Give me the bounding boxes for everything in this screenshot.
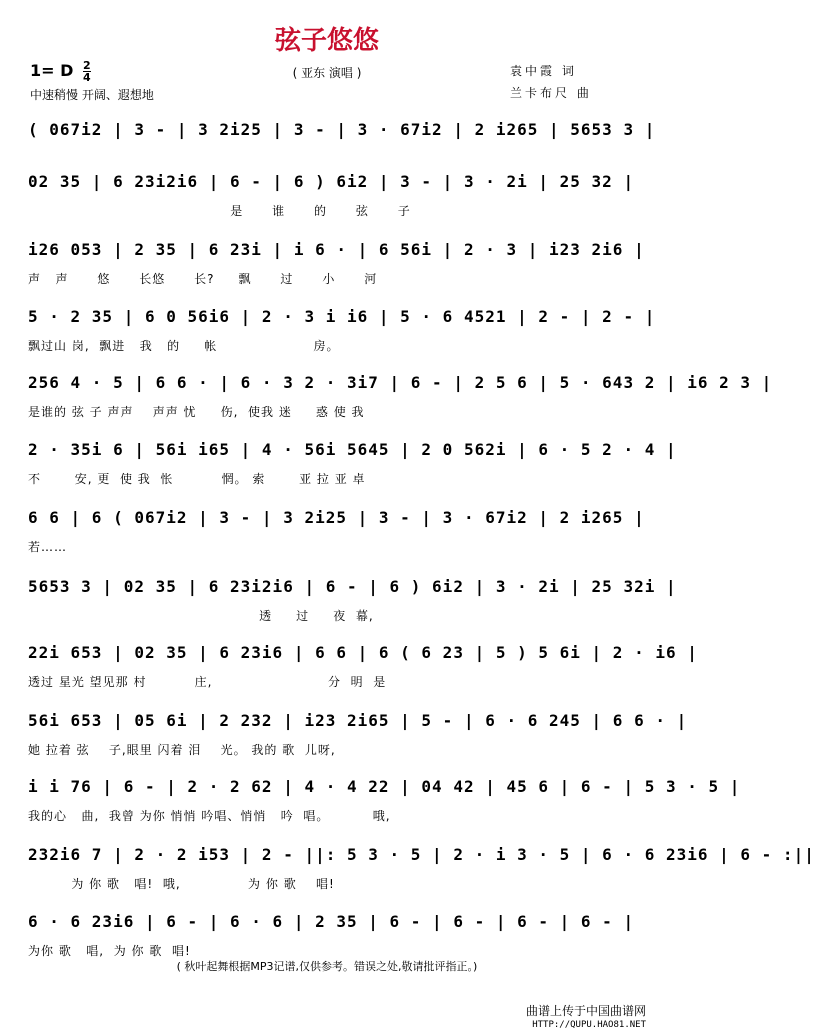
lyricist-credit: 袁中霞 词 <box>510 64 577 78</box>
lyric-line: 为你 歌 唱, 为 你 歌 唱! <box>28 944 191 958</box>
notation-line: 5653 3 | 02 35 | 6 23i2i6 | 6 - | 6 ) 6i2 | 3 · 2i | 25 32i | <box>28 577 677 596</box>
lyric-line: 透过 星光 望见那 村 庄, 分 明 是 <box>28 675 387 689</box>
lyric-line: 她 拉着 弦 子,眼里 闪着 泪 光。 我的 歌 儿呀, <box>28 743 336 757</box>
lyric-line: 飘过山 岗, 飘进 我 的 帐 房。 <box>28 339 340 353</box>
lyric-line: 若…… <box>28 540 68 554</box>
composer-credit: 兰卡布尺 曲 <box>510 86 592 100</box>
notation-line: 2 · 35i 6 | 56i i65 | 4 · 56i 5645 | 2 0 562i | 6 · 5 2 · 4 | <box>28 440 677 459</box>
lyric-line: 是谁的 弦 子 声声 声声 忧 伤, 使我 迷 惑 使 我 <box>28 405 365 419</box>
notation-line: 5 · 2 35 | 6 0 56i6 | 2 · 3 i i6 | 5 · 6 4521 | 2 - | 2 - | <box>28 307 656 326</box>
lyric-line: 为 你 歌 唱! 哦, 为 你 歌 唱! <box>28 877 335 891</box>
site-watermark <box>526 1004 646 1032</box>
singer-credit: ( 亚东 演唱 ) <box>292 66 362 80</box>
notation-line: 232i6 7 | 2 · 2 i53 | 2 - ||: 5 3 · 5 | 2 · i 3 · 5 | 6 · 6 23i6 | 6 - :|| <box>28 845 815 864</box>
notation-line: 6 6 | 6 ( 067i2 | 3 - | 3 2i25 | 3 - | 3 · 67i2 | 2 i265 | <box>28 508 645 527</box>
notation-line: 02 35 | 6 23i2i6 | 6 - | 6 ) 6i2 | 3 - | 3 · 2i | 25 32 | <box>28 172 635 191</box>
lyric-line: 不 安, 更 使 我 怅 惘。 索 亚 拉 亚 卓 <box>28 472 366 486</box>
notation-line: 6 · 6 23i6 | 6 - | 6 · 6 | 2 35 | 6 - | 6 - | 6 - | 6 - | <box>28 912 635 931</box>
notation-line: 56i 653 | 05 6i | 2 232 | i23 2i65 | 5 - | 6 · 6 245 | 6 6 · | <box>28 711 688 730</box>
key-label: 1= D <box>30 61 74 80</box>
tempo-marking: 中速稍慢 开阔、遐想地 <box>30 88 154 102</box>
notation-line: i i 76 | 6 - | 2 · 2 62 | 4 · 4 22 | 04 42 | 45 6 | 6 - | 5 3 · 5 | <box>28 777 741 796</box>
watermark-url: HTTP://QUPU.HAO81.NET <box>532 1020 646 1030</box>
lyric-line: 透 过 夜 幕, <box>28 609 374 623</box>
footnote: ( 秋叶起舞根据MP3记谱,仅供参考。错误之处,敬请批评指正。) <box>176 960 478 973</box>
score-title: 弦子悠悠 <box>274 26 379 56</box>
notation-line: 256 4 · 5 | 6 6 · | 6 · 3 2 · 3i7 | 6 - | 2 5 6 | 5 · 643 2 | i6 2 3 | <box>28 373 773 392</box>
notation-line: ( 067i2 | 3 - | 3 2i25 | 3 - | 3 · 67i2 | 2 i265 | 5653 3 | <box>28 120 656 139</box>
time-top: 2 <box>82 59 91 72</box>
watermark-text: 曲谱上传于中国曲谱网 <box>525 1004 646 1018</box>
lyric-line: 声 声 悠 长悠 长? 飘 过 小 河 <box>28 272 378 286</box>
notation-line: i26 053 | 2 35 | 6 23i | i 6 · | 6 56i | 2 · 3 | i23 2i6 | <box>28 240 645 259</box>
lyric-line: 我的心 曲, 我曾 为你 悄悄 吟唱、悄悄 吟 唱。 哦, <box>28 809 391 823</box>
time-bottom: 4 <box>82 71 91 84</box>
notation-line: 22i 653 | 02 35 | 6 23i6 | 6 6 | 6 ( 6 23 | 5 ) 5 6i | 2 · i6 | <box>28 643 698 662</box>
lyric-line: 是 谁 的 弦 子 <box>28 204 411 218</box>
